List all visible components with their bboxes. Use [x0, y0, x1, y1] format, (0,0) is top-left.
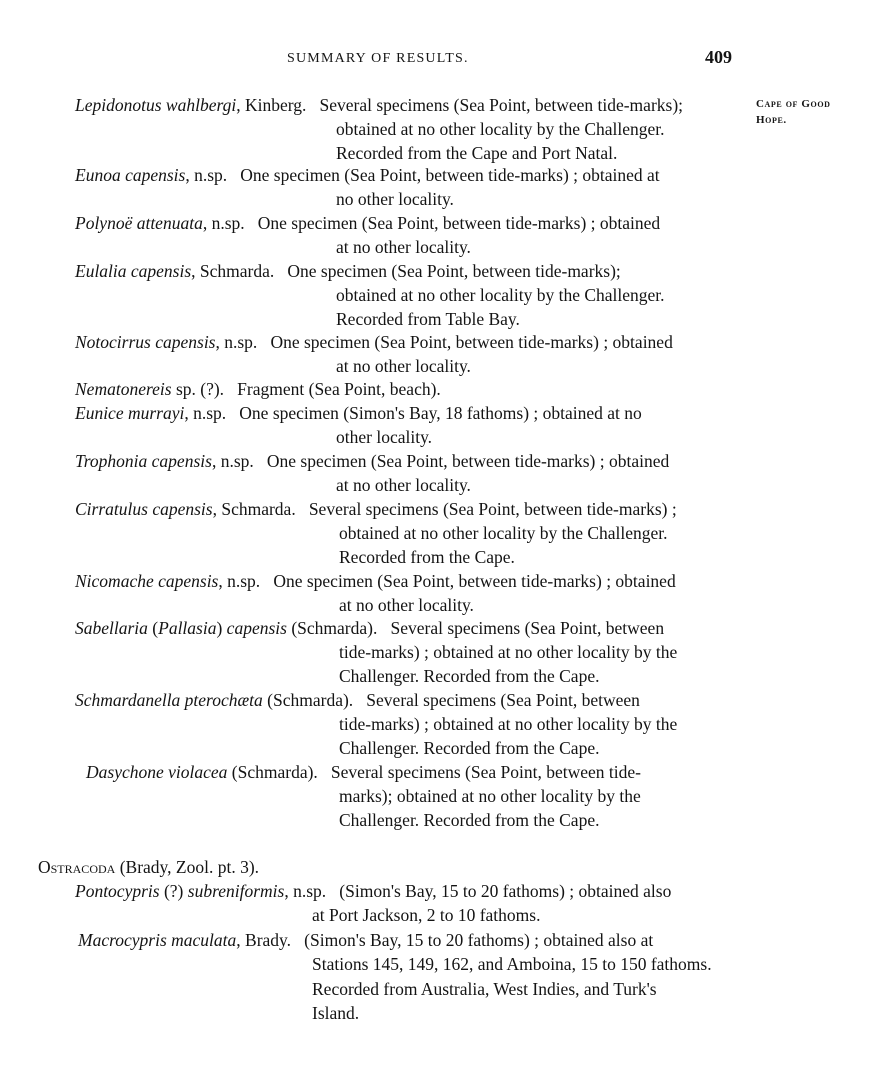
species-authority: sp. (?).: [171, 379, 225, 399]
entry-text: Challenger. Recorded from the Cape.: [339, 666, 600, 686]
entry-text: no other locality.: [336, 189, 454, 209]
entry-text: Several specimens (Sea Point, between tide-marks);: [319, 95, 684, 115]
entry-eunoa-first-line: [75, 164, 660, 186]
entry-text: Several specimens (Sea Point, between: [366, 690, 640, 710]
species-name: Polynoë attenuata: [75, 213, 203, 233]
margin-note-line-2: Hope.: [756, 114, 787, 126]
entry-trophonia-first-line: [75, 450, 669, 472]
entry-text: Challenger. Recorded from the Cape.: [339, 738, 600, 758]
entry-text: One specimen (Sea Point, between tide-marks) ; obtained: [273, 571, 676, 591]
species-authority: , n.sp.: [185, 165, 228, 185]
species-authority: , n.sp.: [284, 881, 327, 901]
section-heading-ostracoda: [38, 856, 259, 878]
species-authority: , Kinberg.: [236, 95, 307, 115]
species-epithet: capensis: [226, 618, 287, 638]
entry-text: obtained at no other locality by the Challenger.: [339, 523, 668, 543]
entry-text: Recorded from the Cape and Port Natal.: [336, 143, 618, 163]
page-number: 409: [705, 47, 732, 67]
species-name: Sabellaria: [75, 618, 148, 638]
entry-eulalia-first-line: [75, 260, 621, 282]
entry-text: at no other locality.: [336, 356, 471, 376]
subgenus-name: Pallasia: [158, 618, 217, 638]
entry-text: at no other locality.: [336, 475, 471, 495]
entry-text: obtained at no other locality by the Challenger.: [336, 285, 665, 305]
species-name: Nematonereis: [75, 379, 172, 399]
species-name: Macrocypris maculata: [78, 930, 237, 950]
entry-text: Several specimens (Sea Point, between tide-: [330, 762, 641, 782]
margin-note-locality: [756, 96, 831, 128]
section-heading-name: Ostracoda: [38, 857, 116, 877]
entry-text: One specimen (Simon's Bay, 18 fathoms) ; obtained at no: [239, 403, 642, 423]
entry-text: tide-marks) ; obtained at no other locality by the: [339, 642, 678, 662]
entry-text: One specimen (Sea Point, between tide-marks) ; obtained: [257, 213, 661, 233]
entry-text: One specimen (Sea Point, between tide-marks);: [287, 261, 621, 281]
entry-text: other locality.: [336, 427, 433, 447]
entry-schmardanella-first-line: [75, 689, 640, 711]
species-name: Trophonia capensis: [75, 451, 212, 471]
species-name: Notocirrus capensis: [75, 332, 216, 352]
entry-text: Recorded from the Cape.: [339, 547, 515, 567]
species-name: Eulalia capensis: [75, 261, 192, 281]
species-name: Pontocypris: [75, 881, 160, 901]
species-name: Cirratulus capensis: [75, 499, 213, 519]
entry-eunice-first-line: [75, 402, 642, 424]
entry-nematonereis-first-line: [75, 378, 441, 400]
entry-dasychone-first-line: [86, 761, 641, 783]
entry-text: One specimen (Sea Point, between tide-marks) ; obtained at: [240, 165, 660, 185]
entry-text: One specimen (Sea Point, between tide-marks) ; obtained: [270, 332, 673, 352]
species-name: Nicomache capensis: [75, 571, 219, 591]
species-name: Lepidonotus wahlbergi: [75, 95, 237, 115]
entry-text: Fragment (Sea Point, beach).: [237, 379, 441, 399]
species-authority: (Schmarda).: [262, 690, 354, 710]
entry-text: Several specimens (Sea Point, between: [390, 618, 665, 638]
section-heading-reference: (Brady, Zool. pt. 3).: [115, 857, 260, 877]
species-authority: , n.sp.: [215, 332, 258, 352]
entry-pontocypris-first-line: [75, 880, 671, 902]
species-name: Schmardanella pterochæta: [75, 690, 263, 710]
entry-sabellaria-first-line: Sabellaria (Pallasia) capensis (Schmarda). Several specimens (Sea Point, between: [75, 618, 665, 638]
species-authority: , Schmarda.: [191, 261, 275, 281]
entry-lepidonotus-first-line: [75, 94, 683, 116]
entry-text: (Simon's Bay, 15 to 20 fathoms) ; obtained also: [339, 881, 672, 901]
entry-text: (Simon's Bay, 15 to 20 fathoms) ; obtained also at: [304, 930, 654, 950]
entry-text: at no other locality.: [336, 237, 471, 257]
entry-text: obtained at no other locality by the Challenger.: [336, 119, 665, 139]
entry-text: Several specimens (Sea Point, between tide-marks) ;: [308, 499, 677, 519]
entry-text: at Port Jackson, 2 to 10 fathoms.: [312, 905, 541, 925]
entry-macrocypris-first-line: [78, 929, 653, 951]
running-header: SUMMARY OF RESULTS.: [287, 51, 469, 66]
entry-text: Recorded from Australia, West Indies, and Turk's: [312, 979, 657, 999]
species-name: Eunice murrayi: [75, 403, 185, 423]
entry-text: Stations 145, 149, 162, and Amboina, 15 to 150 fathoms.: [312, 954, 712, 974]
entry-text: Challenger. Recorded from the Cape.: [339, 810, 600, 830]
species-authority: , Schmarda.: [212, 499, 296, 519]
species-qualifier: (?): [159, 881, 188, 901]
entry-nicomache-first-line: [75, 570, 676, 592]
species-authority: , n.sp.: [218, 571, 261, 591]
species-authority: (Schmarda).: [286, 618, 378, 638]
species-authority: , Brady.: [236, 930, 292, 950]
species-authority: , n.sp.: [184, 403, 227, 423]
entry-notocirrus-first-line: [75, 331, 673, 353]
entry-text: Recorded from Table Bay.: [336, 309, 520, 329]
species-name: Dasychone violacea: [86, 762, 228, 782]
entry-text: at no other locality.: [339, 595, 474, 615]
entry-cirratulus-first-line: [75, 498, 677, 520]
entry-text: Island.: [312, 1003, 360, 1023]
entry-text: tide-marks) ; obtained at no other locality by the: [339, 714, 678, 734]
entry-polynoe-first-line: [75, 212, 660, 234]
species-authority: , n.sp.: [211, 451, 254, 471]
species-authority: (Schmarda).: [227, 762, 318, 782]
species-epithet: subreniformis: [187, 881, 285, 901]
species-name: Eunoa capensis: [75, 165, 186, 185]
species-authority: , n.sp.: [202, 213, 245, 233]
entry-text: marks); obtained at no other locality by the: [339, 786, 641, 806]
entry-text: One specimen (Sea Point, between tide-marks) ; obtained: [266, 451, 670, 471]
margin-note-line-1: Cape of Good: [756, 98, 831, 110]
